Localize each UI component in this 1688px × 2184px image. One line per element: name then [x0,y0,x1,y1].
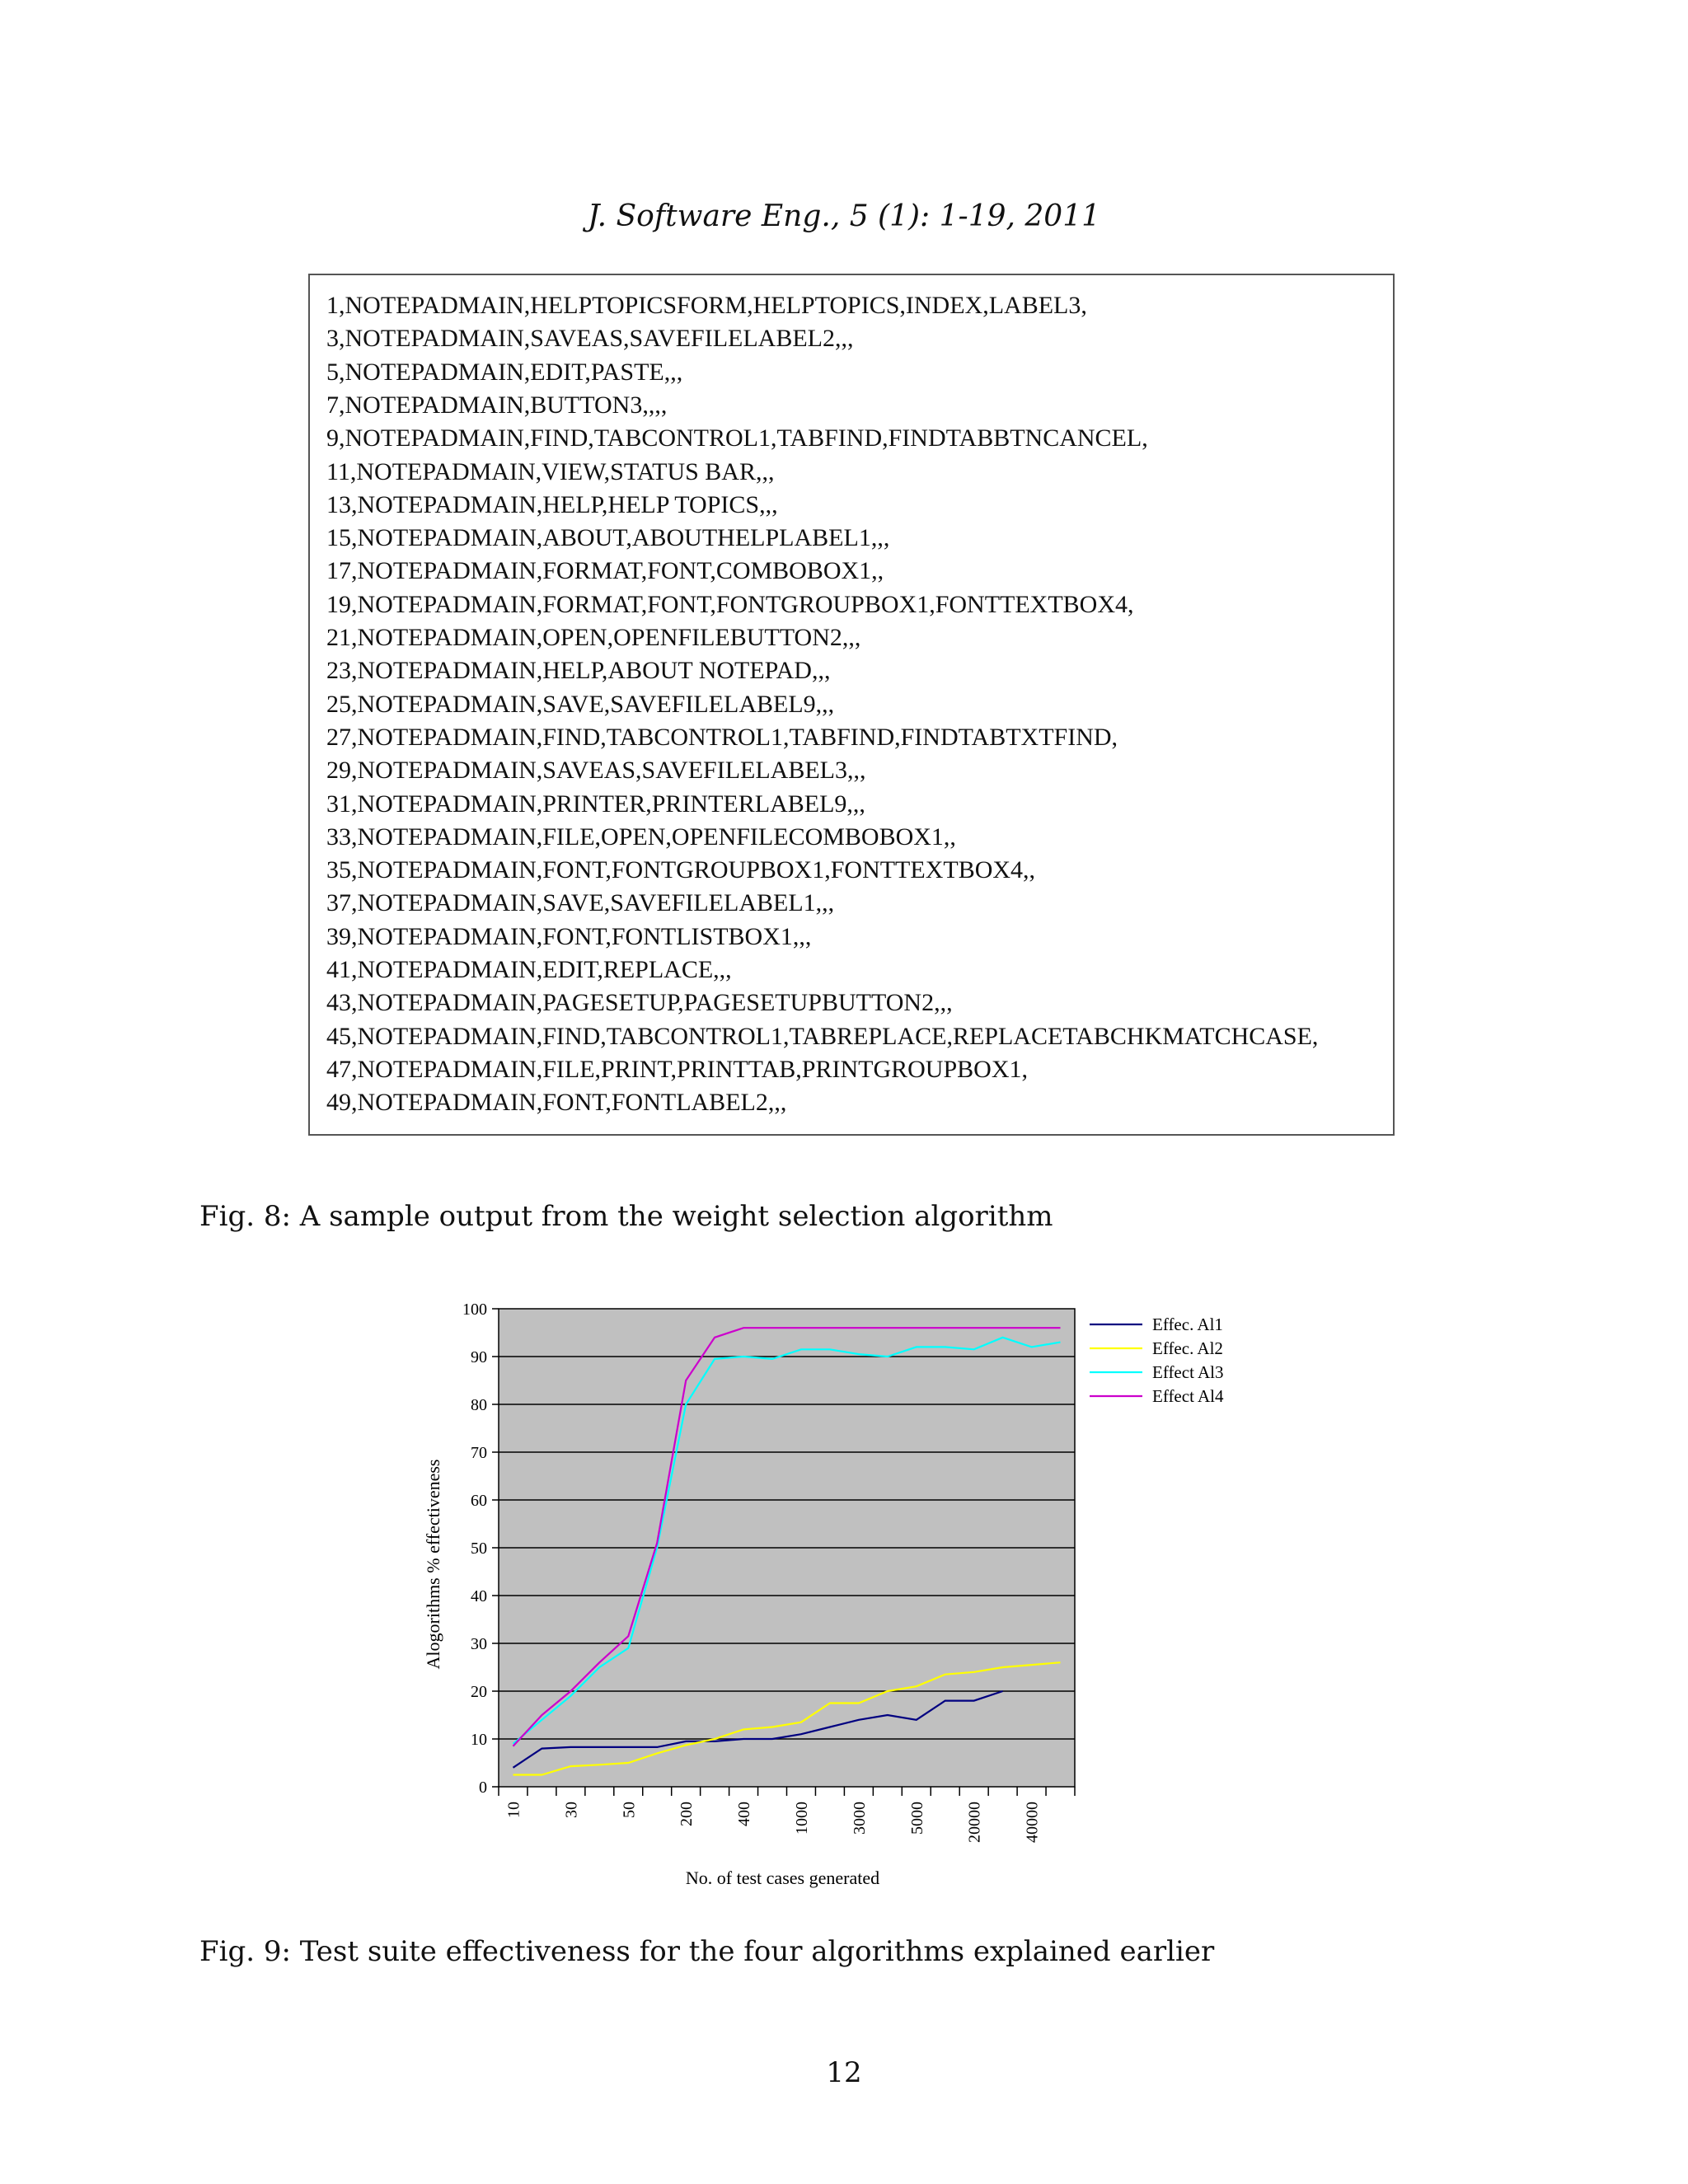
code-line: 15,NOTEPADMAIN,ABOUT,ABOUTHELPLABEL1,,, [326,524,890,552]
running-header: J. Software Eng., 5 (1): 1-19, 2011 [587,199,1101,233]
code-line: 31,NOTEPADMAIN,PRINTER,PRINTERLABEL9,,, [326,790,865,818]
code-line: 45,NOTEPADMAIN,FIND,TABCONTROL1,TABREPLACE,REPLACETABCHKMATCHCASE, [326,1022,1319,1050]
x-tick-label: 40000 [1023,1802,1042,1843]
code-line: 13,NOTEPADMAIN,HELP,HELP TOPICS,,, [326,490,778,518]
code-line: 7,NOTEPADMAIN,BUTTON3,,,, [326,391,668,419]
code-line: 19,NOTEPADMAIN,FORMAT,FONT,FONTGROUPBOX1,FONTTEXTBOX4, [326,590,1134,618]
code-line: 1,NOTEPADMAIN,HELPTOPICSFORM,HELPTOPICS,INDEX,LABEL3, [326,292,1087,319]
code-line: 17,NOTEPADMAIN,FORMAT,FONT,COMBOBOX1,, [326,557,884,585]
legend-label: Effec. Al2 [1152,1338,1223,1358]
y-axis-title: Alogorithms % effectiveness [423,1459,443,1670]
legend-label: Effect Al4 [1152,1386,1224,1406]
y-tick-label: 100 [462,1301,487,1319]
y-tick-label: 80 [471,1396,487,1414]
x-tick-label: 5000 [907,1802,926,1835]
y-tick-label: 10 [471,1731,487,1749]
code-line: 41,NOTEPADMAIN,EDIT,REPLACE,,, [326,956,732,983]
x-tick-label: 10 [504,1802,523,1818]
x-axis-title: No. of test cases generated [685,1868,880,1888]
code-line: 43,NOTEPADMAIN,PAGESETUP,PAGESETUPBUTTON2,,, [326,989,953,1017]
code-line: 11,NOTEPADMAIN,VIEW,STATUS BAR,,, [326,457,775,485]
code-line: 37,NOTEPADMAIN,SAVE,SAVEFILELABEL1,,, [326,889,835,917]
y-tick-label: 50 [471,1540,487,1558]
page-number: 12 [826,2056,862,2089]
x-tick-label: 200 [678,1802,696,1826]
figure-9-caption: Fig. 9: Test suite effectiveness for the four algorithms explained earlier [199,1935,1215,1968]
x-tick-label: 50 [620,1802,639,1818]
code-line: 21,NOTEPADMAIN,OPEN,OPENFILEBUTTON2,,, [326,624,861,651]
code-line: 39,NOTEPADMAIN,FONT,FONTLISTBOX1,,, [326,922,812,950]
y-tick-label: 70 [471,1444,487,1462]
legend-label: Effect Al3 [1152,1362,1224,1382]
code-listing-box [308,274,1395,1136]
x-tick-label: 20000 [965,1802,984,1843]
code-line: 27,NOTEPADMAIN,FIND,TABCONTROL1,TABFIND,FINDTABTXTFIND, [326,723,1118,751]
y-tick-label: 90 [471,1348,487,1366]
code-line: 9,NOTEPADMAIN,FIND,TABCONTROL1,TABFIND,FINDTABBTNCANCEL, [326,424,1148,452]
code-line: 49,NOTEPADMAIN,FONT,FONTLABEL2,,, [326,1089,787,1117]
code-line: 47,NOTEPADMAIN,FILE,PRINT,PRINTTAB,PRINTGROUPBOX1, [326,1055,1028,1083]
x-tick-label: 400 [735,1802,754,1826]
code-line: 35,NOTEPADMAIN,FONT,FONTGROUPBOX1,FONTTEXTBOX4,, [326,856,1036,884]
y-tick-label: 0 [479,1779,487,1797]
y-tick-label: 60 [471,1492,487,1510]
x-tick-label: 1000 [792,1802,811,1835]
code-line: 23,NOTEPADMAIN,HELP,ABOUT NOTEPAD,,, [326,657,831,685]
x-tick-label: 30 [562,1802,581,1818]
code-line: 25,NOTEPADMAIN,SAVE,SAVEFILELABEL9,,, [326,690,835,718]
effectiveness-line-chart [396,1286,1269,1896]
y-tick-label: 40 [471,1587,487,1605]
figure-8-caption: Fig. 8: A sample output from the weight selection algorithm [199,1200,1053,1233]
y-tick-label: 20 [471,1683,487,1701]
y-tick-label: 30 [471,1635,487,1653]
code-line: 29,NOTEPADMAIN,SAVEAS,SAVEFILELABEL3,,, [326,757,866,785]
code-line: 5,NOTEPADMAIN,EDIT,PASTE,,, [326,358,683,386]
code-line: 33,NOTEPADMAIN,FILE,OPEN,OPENFILECOMBOBOX1,, [326,823,956,851]
legend-label: Effec. Al1 [1152,1315,1223,1334]
x-tick-label: 3000 [850,1802,869,1835]
code-line: 3,NOTEPADMAIN,SAVEAS,SAVEFILELABEL2,,, [326,325,854,353]
